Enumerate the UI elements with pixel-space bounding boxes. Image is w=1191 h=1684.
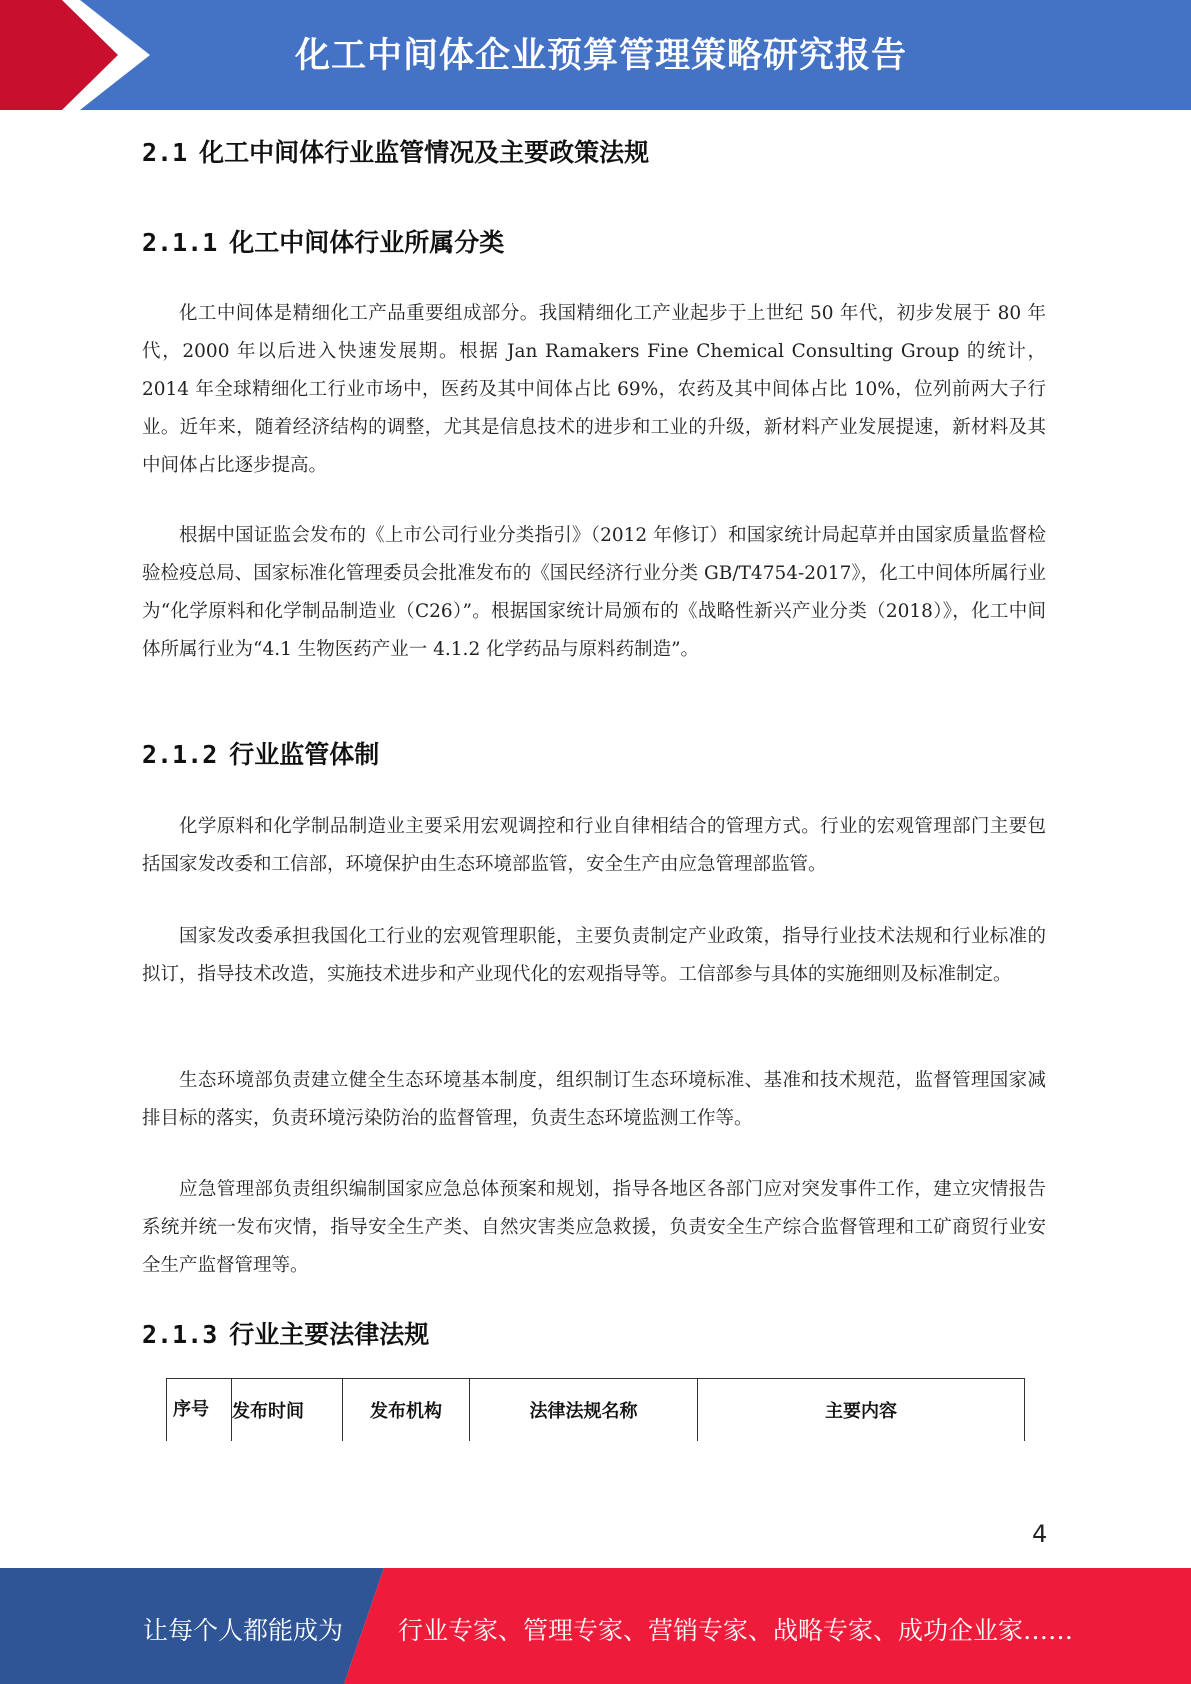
column-header-law-name: 法律法规名称 bbox=[470, 1379, 698, 1442]
page-footer bbox=[0, 1568, 1191, 1684]
paragraph-ndrc-role: 国家发改委承担我国化工行业的宏观管理职能，主要负责制定产业政策，指导行业技术法规和行业标准的拟订，指导技术改造，实施技术进步和产业现代化的宏观指导等。工信部参与具体的实施细则及标准制定。 bbox=[142, 926, 1046, 985]
section-number: 2.1.1 bbox=[142, 228, 218, 257]
paragraph-environment-ministry-role: 生态环境部负责建立健全生态环境基本制度，组织制订生态环境标准、基准和技术规范，监督管理国家减排目标的落实，负责环境污染防治的监督管理，负责生态环境监测工作等。 bbox=[142, 1070, 1046, 1129]
footer-slogan-right: 行业专家、管理专家、营销专家、战略专家、成功企业家…… bbox=[398, 1616, 1074, 1645]
section-title: 行业监管体制 bbox=[229, 740, 380, 769]
report-title: 化工中间体企业预算管理策略研究报告 bbox=[295, 36, 908, 76]
section-2-1-heading bbox=[142, 133, 649, 169]
footer-slogan-left: 让每个人都能成为 bbox=[143, 1616, 344, 1645]
page-header bbox=[0, 0, 1191, 110]
table-header-row bbox=[167, 1379, 1025, 1442]
section-number: 2.1.2 bbox=[142, 740, 218, 769]
section-number: 2.1 bbox=[142, 138, 188, 167]
column-header-publish-time: 发布时间 bbox=[232, 1379, 343, 1442]
paragraph-emergency-ministry-role: 应急管理部负责组织编制国家应急总体预案和规划，指导各地区各部门应对突发事件工作，建立灾情报告系统并统一发布灾情，指导安全生产类、自然灾害类应急救援，负责安全生产综合监督管理和工矿商贸行业安全生产监督管理等。 bbox=[142, 1179, 1046, 1276]
column-header-seq: 序号 bbox=[167, 1379, 232, 1442]
section-2-1-3-heading bbox=[142, 1315, 429, 1351]
laws-regulations-table bbox=[166, 1378, 1025, 1441]
section-number: 2.1.3 bbox=[142, 1320, 218, 1349]
column-header-main-content: 主要内容 bbox=[698, 1379, 1025, 1442]
paragraph-regulatory-approach: 化学原料和化学制品制造业主要采用宏观调控和行业自律相结合的管理方式。行业的宏观管理部门主要包括国家发改委和工信部，环境保护由生态环境部监管，安全生产由应急管理部监管。 bbox=[142, 816, 1046, 875]
section-title: 化工中间体行业所属分类 bbox=[229, 228, 505, 257]
paragraph-industry-classification: 根据中国证监会发布的《上市公司行业分类指引》（2012 年修订）和国家统计局起草并由国家质量监督检验检疫总局、国家标准化管理委员会批准发布的《国民经济行业分类 GB/T4754-2017》，化工中间体所属行业为“化学原料和化学制品制造业（C26）”。根据国家统计局颁布的《战略性新兴产业分类（2018）》，化工中间体所属行业为“4.1 生物医药产业一 4.1.2 化学药品与原料药制造”。 bbox=[142, 525, 1046, 660]
paragraph-classification-overview: 化工中间体是精细化工产品重要组成部分。我国精细化工产业起步于上世纪 50 年代，初步发展于 80 年代，2000 年以后进入快速发展期。根据 Jan Ramakers Fine Chemical Consulting Group 的统计，2014 年全球精细化工行业市场中，医药及其中间体占比 69%，农药及其中间体占比 10%，位列前两大子行业。近年来，随着经济结构的调整，尤其是信息技术的进步和工业的升级，新材料产业发展提速，新材料及其中间体占比逐步提高。 bbox=[142, 303, 1046, 476]
column-header-publisher: 发布机构 bbox=[343, 1379, 470, 1442]
header-arrow-decoration bbox=[0, 0, 160, 110]
page-number: 4 bbox=[1032, 1520, 1048, 1548]
section-title: 化工中间体行业监管情况及主要政策法规 bbox=[199, 138, 650, 167]
section-2-1-1-heading bbox=[142, 223, 504, 259]
section-title: 行业主要法律法规 bbox=[229, 1320, 430, 1349]
section-2-1-2-heading bbox=[142, 735, 379, 771]
